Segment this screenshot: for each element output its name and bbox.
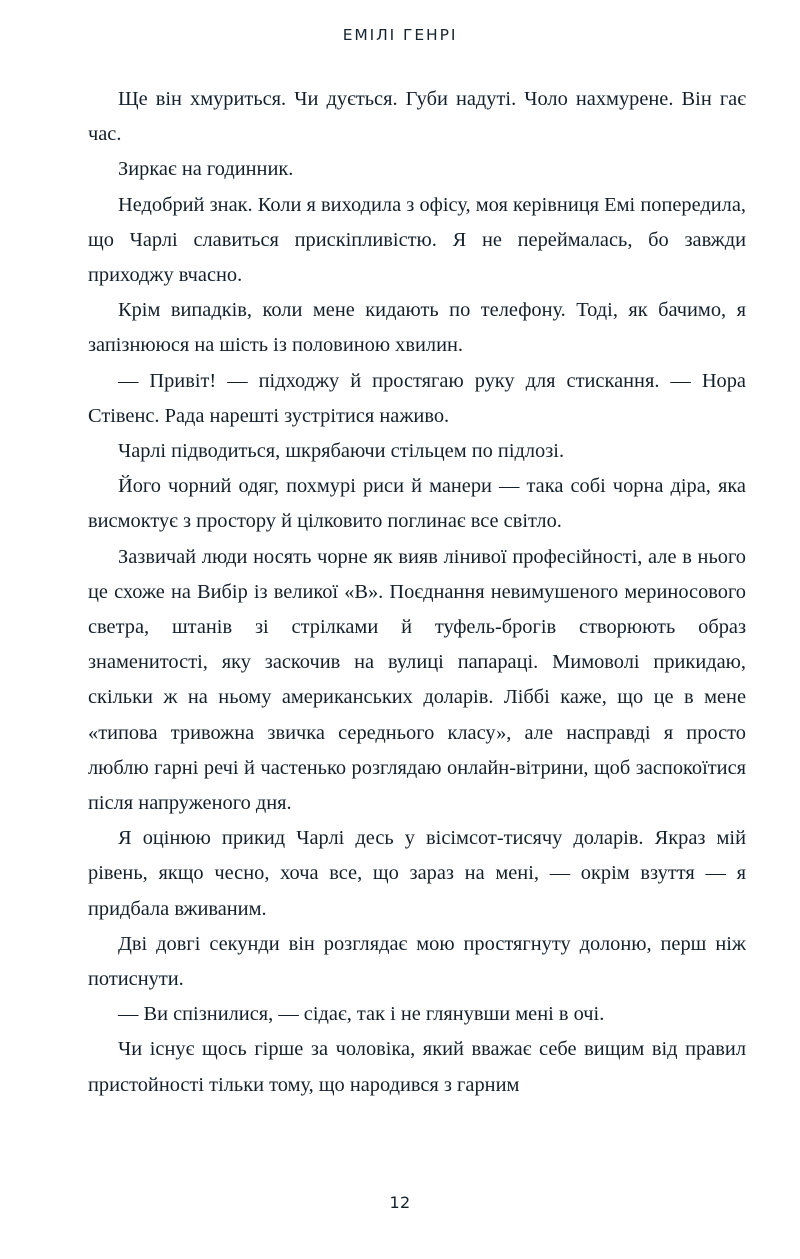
paragraph: Його чорний одяг, похмурі риси й манери — така собі чорна діра, яка висмоктує з простору й цілковито поглинає все світло. xyxy=(88,475,746,533)
paragraph: — Ви спізнилися, — сідає, так і не глянувши мені в очі. xyxy=(118,1003,605,1026)
paragraph: Зазвичай люди носять чорне як вияв лінивої професійності, але в нього це схоже на Вибір із великої «В». Поєднання невимушеного мериносового светра, штанів зі стрілками й туфель-брогів створюють образ знаменитості, яку заскочив на вулиці папараці. Мимоволі прикидаю, скільки ж на ньому американських доларів. Ліббі каже, що це в мене «типова тривожна звичка середнього класу», але насправді я просто люблю гарні речі й частенько розглядаю онлайн-вітрини, щоб заспокоїтися після напруженого дня. xyxy=(88,545,746,815)
paragraph: Зиркає на годинник. xyxy=(118,158,294,181)
body-text-block xyxy=(88,82,746,1103)
paragraph: Чи існує щось гірше за чоловіка, який вважає себе вищим від правил пристойності тільки тому, що народився з гарним xyxy=(88,1038,746,1096)
running-head-author: ЕМІЛІ ГЕНРІ xyxy=(342,26,458,44)
paragraph: Крім випадків, коли мене кидають по телефону. Тоді, як бачимо, я запізнююся на шість із половиною хвилин. xyxy=(88,299,746,357)
paragraph: — Привіт! — підходжу й простягаю руку для стискання. — Нора Стівенс. Рада нарешті зустрітися наживо. xyxy=(88,369,746,427)
paragraph: Я оцінюю прикид Чарлі десь у вісімсот-тисячу доларів. Якраз мій рівень, якщо чесно, хоча все, що зараз на мені, — окрім взуття — я придбала вживаним. xyxy=(88,827,746,920)
paragraph: Чарлі підводиться, шкрябаючи стільцем по підлозі. xyxy=(118,440,565,463)
paragraph: Дві довгі секунди він розглядає мою простягнуту долоню, перш ніж потиснути. xyxy=(88,932,746,991)
page-number: 12 xyxy=(389,1193,411,1212)
paragraph: Недобрий знак. Коли я виходила з офісу, моя керівниця Емі попередила, що Чарлі славиться прискіпливістю. Я не переймалась, бо завжди приходжу вчасно. xyxy=(88,193,746,287)
paragraph: Ще він хмуриться. Чи дується. Губи надуті. Чоло нахмурене. Він гає час. xyxy=(88,88,746,146)
